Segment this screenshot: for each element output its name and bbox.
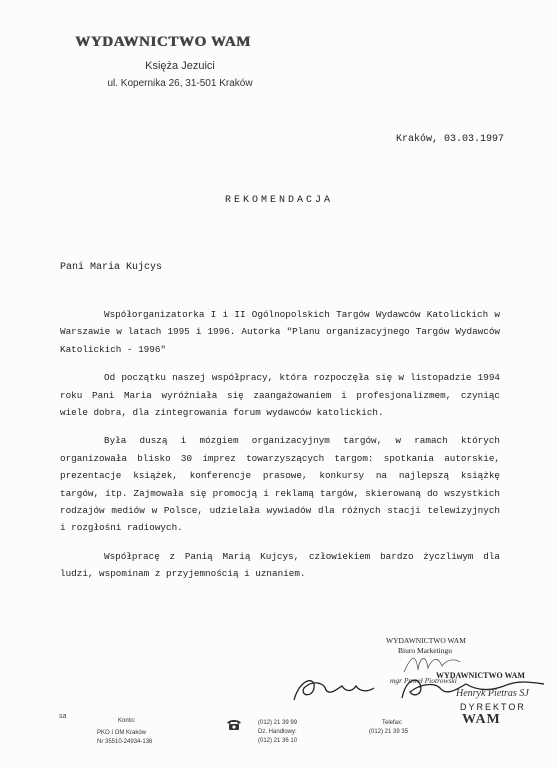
- phone-icon: [226, 719, 242, 731]
- footer-account-number: Nr 35510-24934-136: [97, 739, 153, 745]
- signature-department: Biuro Marketingu: [398, 646, 452, 655]
- letter-title: REKOMENDACJA: [224, 195, 333, 206]
- body-paragraph: Współpracę z Panią Marią Kujcys, człowiekiem bardzo życzliwym dla ludzi, wspominam z przyjemnością i uznaniem.: [60, 550, 500, 580]
- footer-account-bank: PKO I OM Kraków: [97, 730, 147, 736]
- footer-fax-label: Telefax:: [382, 720, 403, 726]
- body-paragraph: Była duszą i mózgiem organizacyjnym targów, w ramach których organizowała blisko 30 imprez towarzyszących targom: spotkania autorskie, prezentacje książek, konferencje prasowe, konkursy na najlepszą książkę targów, itp. Zajmowała się promocją i reklamą targów, skierowaną do wszystkich rodzajów mediów w Polsce, udzielała wywiadów dla różnych stacji telewizyjnych i rozgłośni radiowych.: [60, 435, 500, 534]
- footer-fax-number: (012) 21 39 35: [369, 729, 409, 735]
- footer-logo: sa: [59, 713, 67, 720]
- signature-brand: WYDAWNICTWO WAM: [386, 636, 466, 645]
- signature-name: mgr Paweł Piotrowski: [390, 676, 457, 685]
- body-paragraph: Od początku naszej współpracy, która rozpoczęła się w listopadzie 1994 roku Pani Maria wyróżniała się zaangażowaniem i profesjonalizmem, czyniąc wiele dobra, dla zintegrowania forum wydawców katolickich.: [60, 372, 500, 419]
- letterhead-subtitle: Księża Jezuici: [145, 60, 215, 72]
- body-paragraph: Współorganizatorka I i II Ogólnopolskich Targów Wydawców Katolickich w Warszawie w latach 1995 i 1996. Autorka "Planu organizacyjnego Targów Wydawców Katolickich - 1996": [60, 309, 500, 355]
- letter-greeting: Pani Maria Kujcys: [60, 262, 163, 273]
- letter-date: Kraków, 03.03.1997: [396, 134, 505, 145]
- stamp-brand: WYDAWNICTWO WAM: [436, 671, 525, 680]
- stamp-name: Henryk Pietras SJ: [456, 688, 529, 699]
- letter-body: [60, 306, 500, 594]
- footer-phone-main: (012) 21 39 99: [258, 720, 298, 726]
- footer-account-label: Konto:: [118, 718, 136, 724]
- footer-phone-sales: (012) 21 36 10: [258, 738, 298, 744]
- stamp-role: DYREKTOR: [460, 702, 526, 712]
- letterhead-brand: WYDAWNICTWO WAM: [75, 34, 251, 50]
- footer-sales-dept: Dz. Handlowy:: [258, 729, 297, 735]
- wam-logo-mark: WAM: [462, 712, 501, 727]
- letterhead-address: ul. Kopernika 26, 31-501 Kraków: [107, 78, 253, 89]
